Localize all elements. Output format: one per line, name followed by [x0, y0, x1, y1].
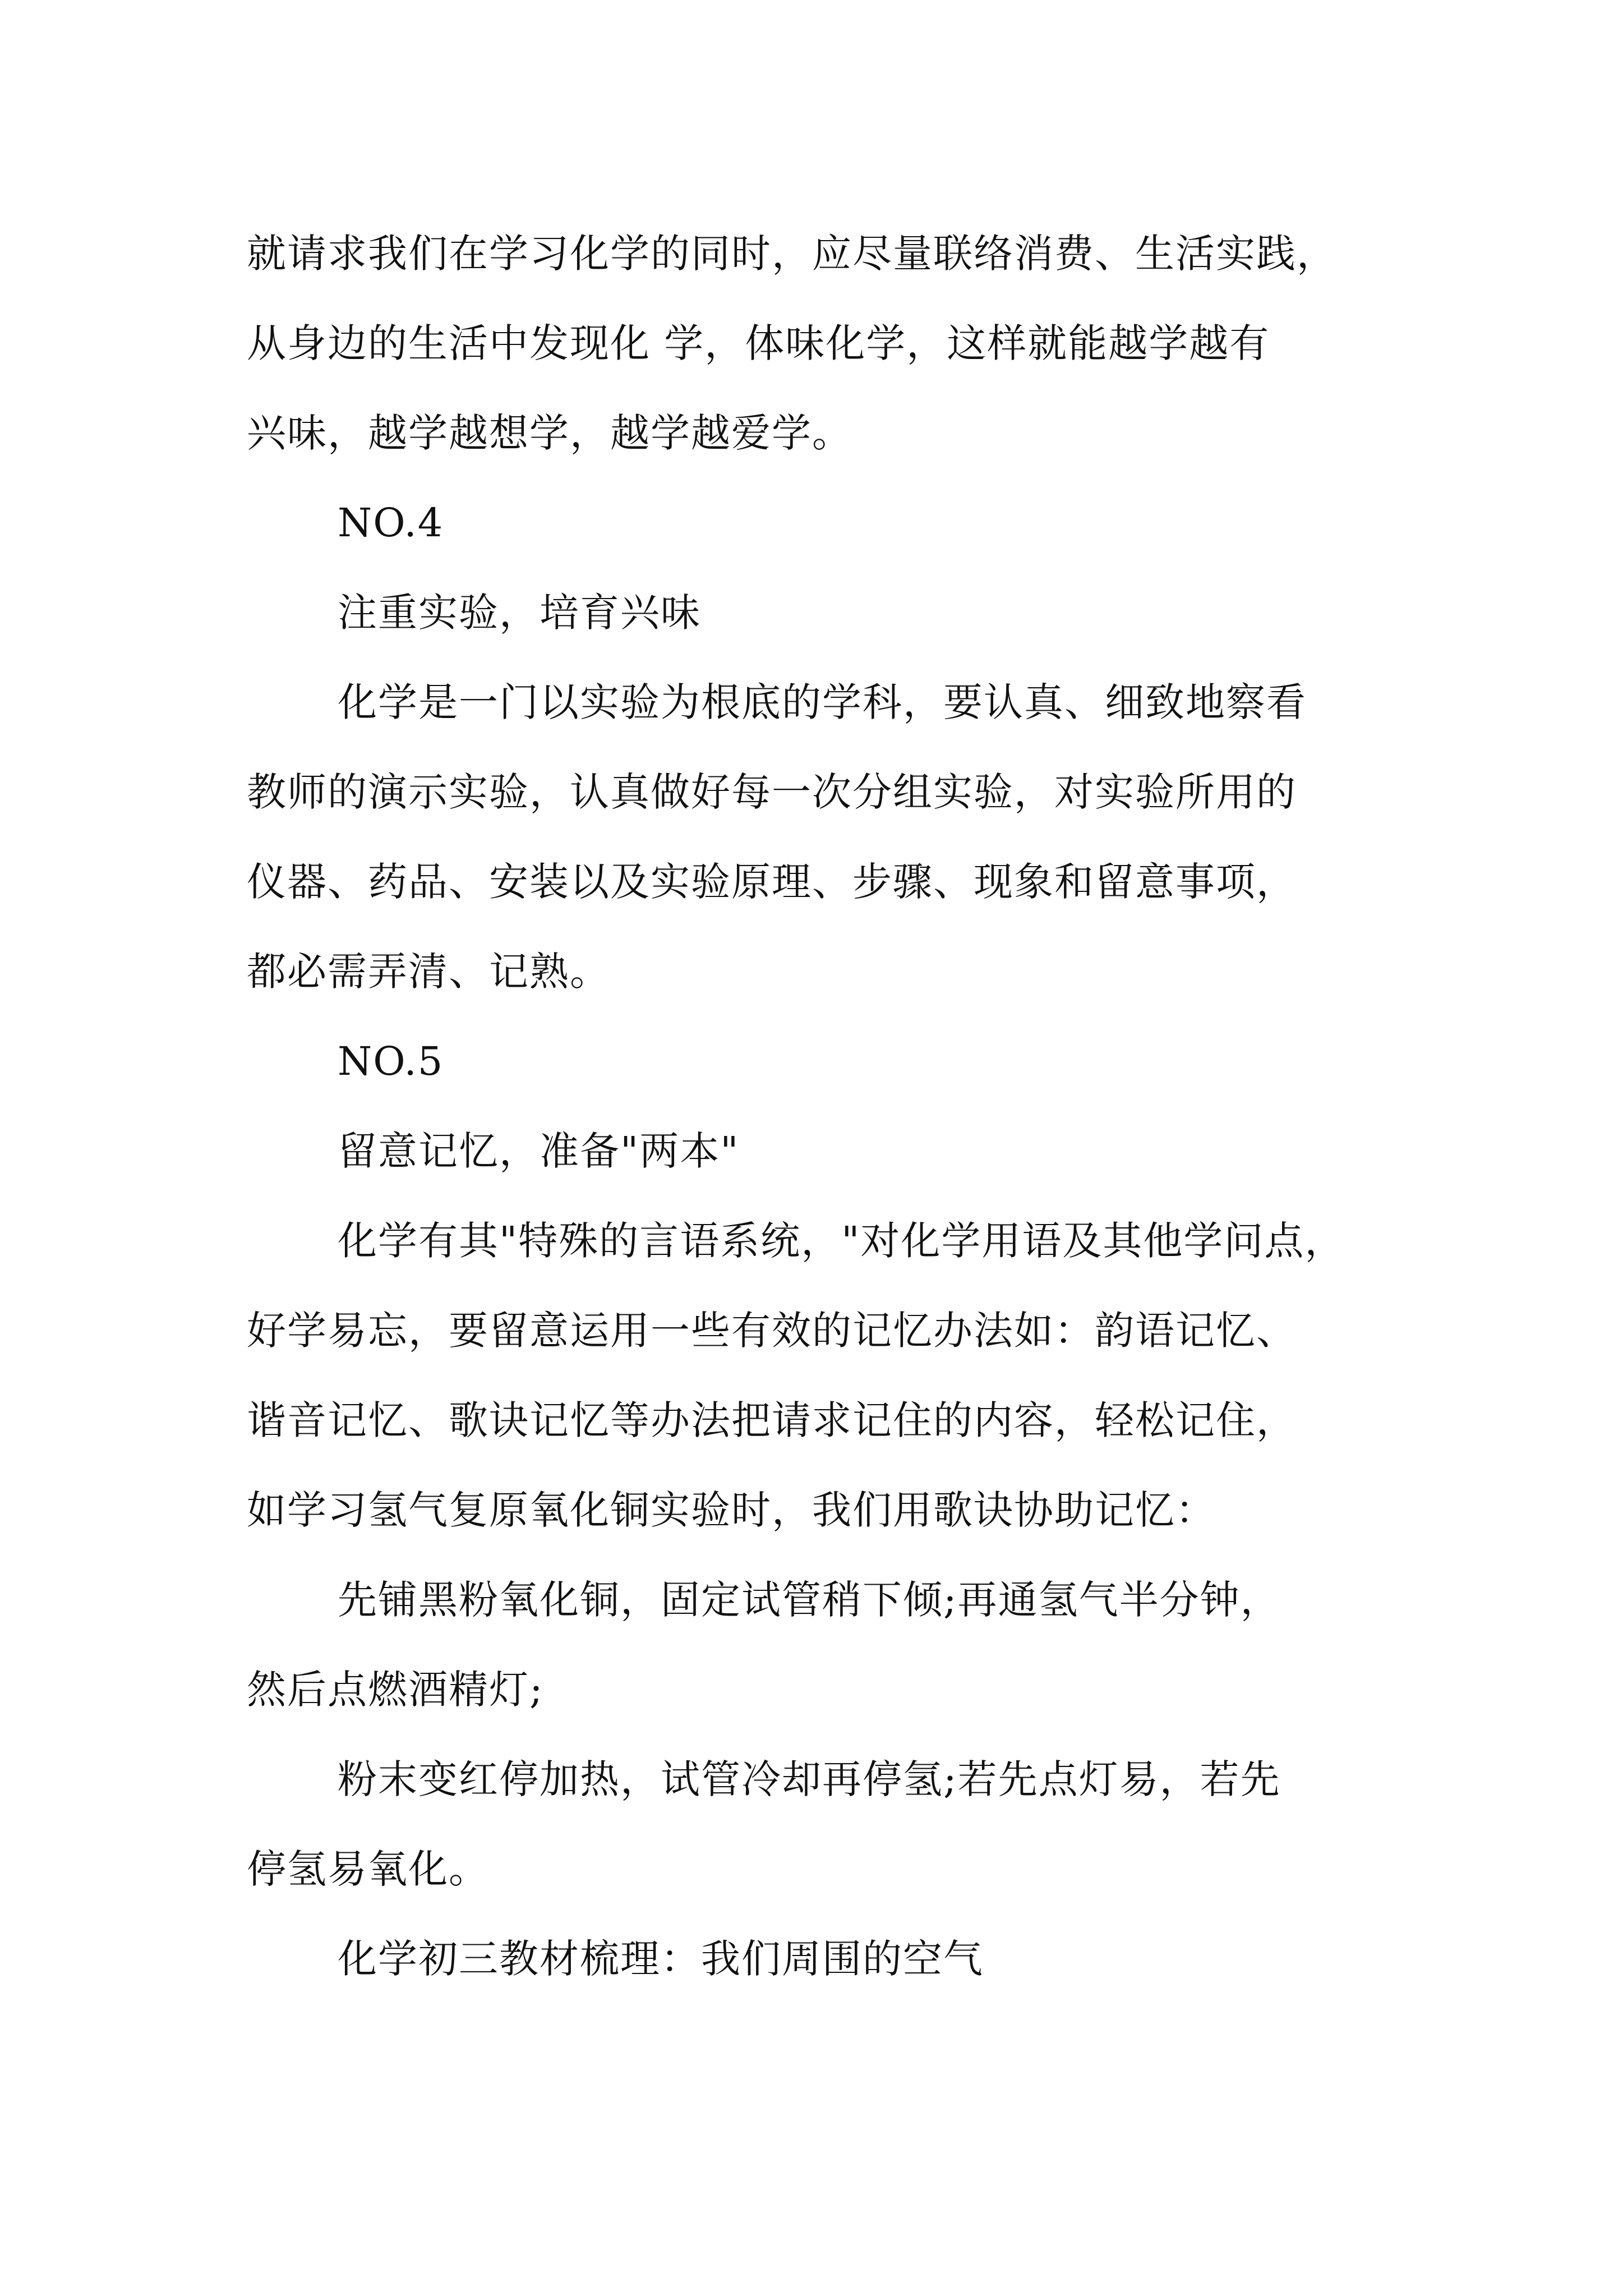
paragraph-intro-continuation	[247, 209, 1391, 478]
text-line: 从身边的生活中发现化 学，体味化学，这样就能越学越有	[247, 320, 1270, 366]
paragraph-body-no5	[247, 1196, 1391, 1555]
section-number-no5	[247, 1016, 1391, 1106]
text-line: 粉末变红停加热，试管冷却再停氢;若先点灯易，若先	[338, 1756, 1281, 1802]
section-title: 注重实验，培育兴味	[338, 590, 701, 636]
paragraph-verse-2	[247, 1734, 1391, 1914]
text-line: 兴味，越学越想学，越学越爱学。	[247, 410, 852, 456]
text-line: 谐音记忆、歌诀记忆等办法把请求记住的内容，轻松记住，	[247, 1397, 1297, 1443]
paragraph-verse-1	[247, 1555, 1391, 1734]
section-title-no4	[247, 568, 1391, 657]
text-line: 化学初三教材梳理：我们周围的空气	[338, 1936, 984, 1982]
text-line: 教师的演示实验，认真做好每一次分组实验，对实验所用的	[247, 769, 1297, 815]
paragraph-closing-heading	[247, 1914, 1391, 2004]
text-line: 仪器、药品、安装以及实验原理、步骤、现象和留意事项，	[247, 859, 1297, 905]
section-number: NO.4	[338, 500, 444, 546]
section-number-no4	[247, 478, 1391, 568]
section-title: 留意记忆，准备"两本"	[338, 1128, 740, 1174]
section-number: NO.5	[338, 1038, 444, 1084]
text-line: 先铺黑粉氧化铜，固定试管稍下倾;再通氢气半分钟，	[338, 1577, 1281, 1623]
text-line: 停氢易氧化。	[247, 1846, 489, 1892]
paragraph-body-no4	[247, 657, 1391, 1016]
text-line: 就请求我们在学习化学的同时，应尽量联络消费、生活实践，	[247, 231, 1337, 277]
text-line: 化学是一门以实验为根底的学科，要认真、细致地察看	[338, 679, 1307, 725]
document-body	[247, 209, 1391, 2004]
text-line: 好学易忘，要留意运用一些有效的记忆办法如：韵语记忆、	[247, 1308, 1297, 1354]
text-line: 化学有其"特殊的言语系统，"对化学用语及其他学问点，	[338, 1218, 1345, 1264]
text-line: 如学习氢气复原氧化铜实验时，我们用歌诀协助记忆：	[247, 1487, 1216, 1533]
text-line: 然后点燃酒精灯;	[247, 1667, 544, 1713]
section-title-no5	[247, 1106, 1391, 1196]
text-line: 都必需弄清、记熟。	[247, 949, 610, 995]
